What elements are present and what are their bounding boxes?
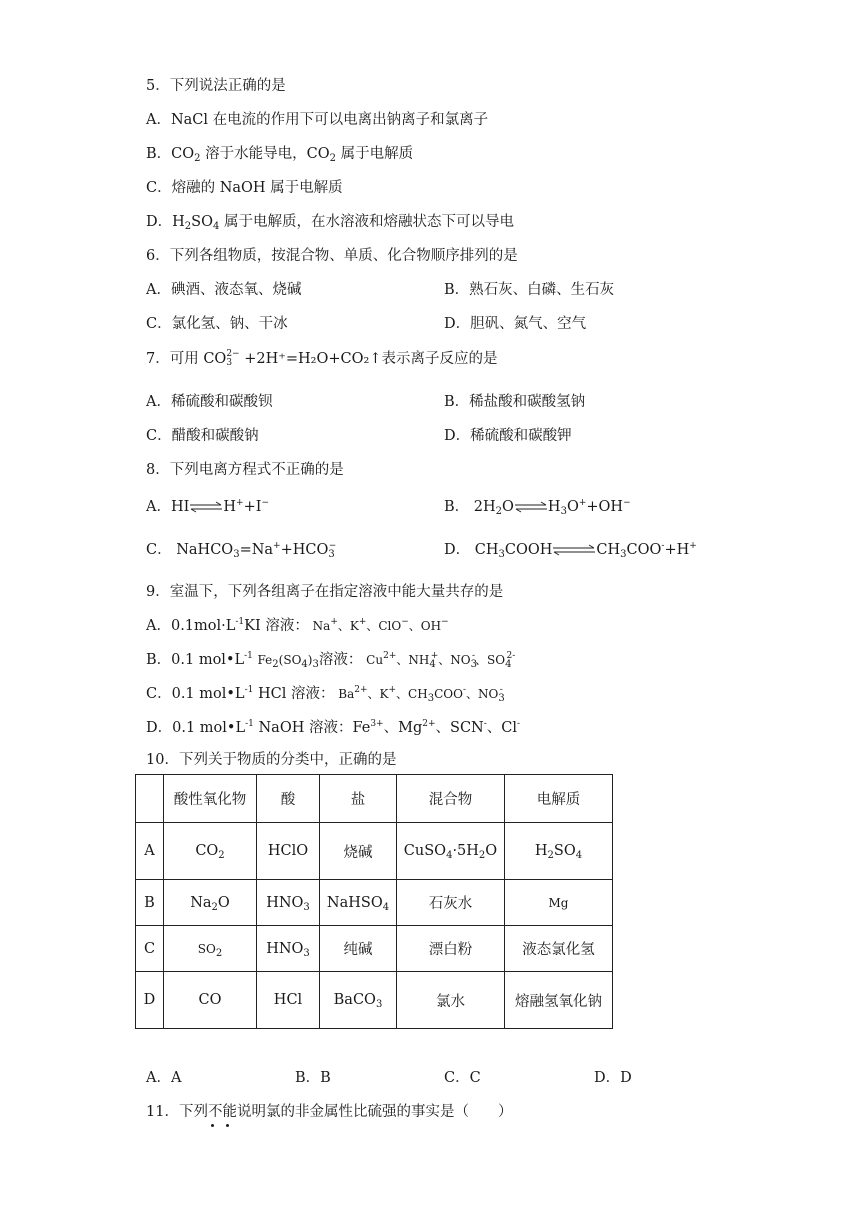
table-cell: NaHSO$_4$ xyxy=(320,880,397,926)
table-cell: CO xyxy=(164,972,257,1029)
q7-stem: 7．可用 CO 2− 3 +2H⁺=H₂O+CO₂↑表示离子反应的是 xyxy=(146,349,498,368)
table-cell: $CO_2$ xyxy=(164,823,257,880)
table-header-cell: 酸性氧化物 xyxy=(164,775,257,823)
row-label: A xyxy=(136,823,164,880)
q10-option-c: C．C xyxy=(444,1070,481,1086)
q7-option-b: B．稀盐酸和碳酸氢钠 xyxy=(444,394,586,410)
q8-option-d: D． $CH_3COOH$ $CH_3COO^-+H^+$ xyxy=(444,541,697,560)
q5-option-d: D．$H_2SO_4$ 属于电解质，在水溶液和熔融状态下可以导电 xyxy=(146,214,514,232)
q6-option-a: A．碘酒、液态氧、烧碱 xyxy=(146,282,302,298)
q5-option-a: A．NaCl 在电流的作用下可以电离出钠离子和氯离子 xyxy=(146,112,489,128)
table-cell: 液态氯化氢 xyxy=(505,926,613,972)
q5-option-b: B．$CO_2$ 溶于水能导电，$CO_2$ 属于电解质 xyxy=(146,146,414,164)
equilibrium-arrow-icon xyxy=(189,501,223,513)
table-row xyxy=(136,926,613,972)
q9-stem: 9．室温下，下列各组离子在指定溶液中能大量共存的是 xyxy=(146,584,504,600)
table-header-cell: 电解质 xyxy=(505,775,613,823)
table-cell: 漂白粉 xyxy=(397,926,505,972)
table-cell: $H_2SO_4$ xyxy=(505,823,613,880)
table-header-cell: 混合物 xyxy=(397,775,505,823)
table-cell: 氯水 xyxy=(397,972,505,1029)
table-row xyxy=(136,823,613,880)
emphasis-dot xyxy=(211,1124,214,1127)
classification-table xyxy=(135,774,613,1029)
table-cell: HCl xyxy=(257,972,320,1029)
equilibrium-arrow-icon xyxy=(514,501,548,513)
q7-option-a: A．稀硫酸和碳酸钡 xyxy=(146,394,273,410)
table-header-cell: 酸 xyxy=(257,775,320,823)
q10-option-a: A．A xyxy=(146,1070,182,1086)
q5-stem: 5．下列说法正确的是 xyxy=(146,78,286,94)
q9-option-c: C．0.1 $mol•L^{-1}$ HCl 溶液： $Ba^{2+}$、K+、$CH_3COO^-$、$NO_3^-$ xyxy=(146,685,505,704)
q11-stem: 11．下列不能说明氯的非金属性比硫强的事实是（ ） xyxy=(146,1104,513,1120)
q5-option-c: C．熔融的 NaOH 属于电解质 xyxy=(146,180,343,196)
table-cell: $Na_2O$ xyxy=(164,880,257,926)
row-label: C xyxy=(136,926,164,972)
row-label: B xyxy=(136,880,164,926)
q10-option-d: D．D xyxy=(594,1070,632,1086)
table-cell: 熔融氢氧化钠 xyxy=(505,972,613,1029)
table-header-cell xyxy=(136,775,164,823)
q8-stem: 8．下列电离方程式不正确的是 xyxy=(146,462,344,478)
q6-stem: 6．下列各组物质，按混合物、单质、化合物顺序排列的是 xyxy=(146,248,518,264)
table-cell: $HNO_3$ xyxy=(257,880,320,926)
table-cell: $CuSO_4\cdot 5H_2O$ xyxy=(397,823,505,880)
q6-option-d: D．胆矾、氮气、空气 xyxy=(444,316,587,332)
table-cell: BaCO$_3$ xyxy=(320,972,397,1029)
emphasis-dot xyxy=(226,1124,229,1127)
q6-option-b: B．熟石灰、白磷、生石灰 xyxy=(444,282,615,298)
table-cell: Mg xyxy=(505,880,613,926)
q9-option-d: D．0.1 $mol•L^{-1}$ NaOH 溶液：$Fe^{3+}$、$Mg^{2+}$、SCN-、Cl- xyxy=(146,719,521,736)
table-cell: $HNO_3$ xyxy=(257,926,320,972)
q8-option-a: A．HI H++I− xyxy=(146,498,269,515)
equilibrium-arrow-icon xyxy=(552,544,596,556)
table-header-row xyxy=(136,775,613,823)
q9-option-b: B．0.1 $mol•L^{-1}$ $Fe_2(SO_4)_3$溶液： $Cu^{2+}$、$NH_4^+$、$NO_3^-$、$SO_4^{2-}$ xyxy=(146,651,516,670)
table-cell: 石灰水 xyxy=(397,880,505,926)
q10-stem: 10．下列关于物质的分类中，正确的是 xyxy=(146,752,397,768)
q7-option-c: C．醋酸和碳酸钠 xyxy=(146,428,259,444)
table-header-cell: 盐 xyxy=(320,775,397,823)
table-cell: 烧碱 xyxy=(320,823,397,880)
table-cell: $SO_2$ xyxy=(164,926,257,972)
q7-option-d: D．稀硫酸和碳酸钾 xyxy=(444,428,572,444)
q8-option-b: B． $2H_2O$ $H_3O^++OH^-$ xyxy=(444,498,631,517)
q6-option-c: C．氯化氢、钠、干冰 xyxy=(146,316,288,332)
row-label: D xyxy=(136,972,164,1029)
table-row xyxy=(136,972,613,1029)
q8-option-c: C． $NaHCO_3=Na^++HCO_3^-$ xyxy=(146,541,337,560)
q9-option-a: A．$0.1mol\cdot L^{-1}KI$ 溶液： Na+、K+、ClO−、OH− xyxy=(146,617,449,634)
table-cell: 纯碱 xyxy=(320,926,397,972)
table-cell: HClO xyxy=(257,823,320,880)
q10-option-b: B．B xyxy=(295,1070,331,1086)
table-row xyxy=(136,880,613,926)
